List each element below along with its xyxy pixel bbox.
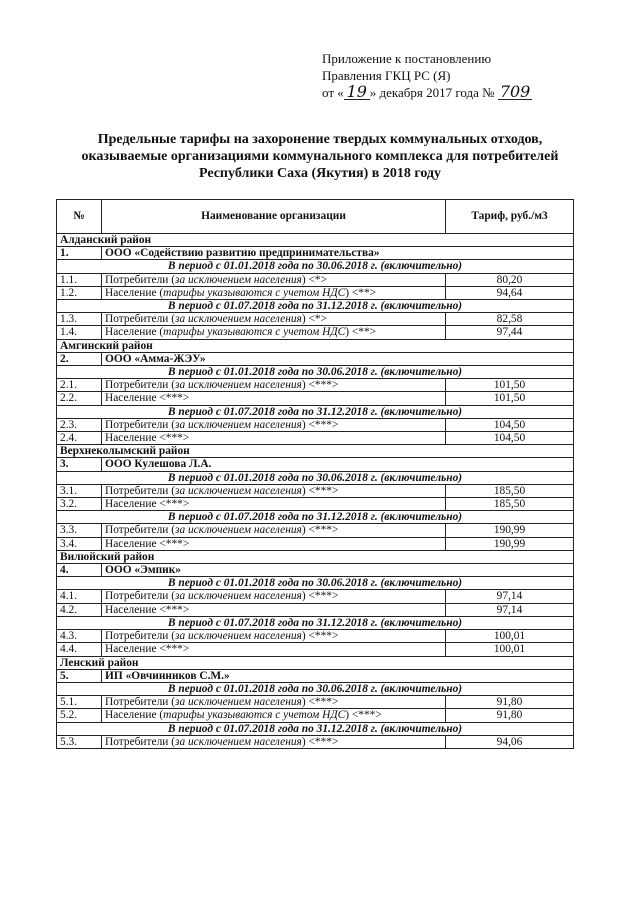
org-name: ООО «Амма-ЖЭУ» [102, 352, 574, 365]
item-tail: ) <***> [301, 524, 339, 537]
org-row [57, 669, 574, 682]
item-label: Потребители ( [105, 524, 175, 537]
item-label: Потребители ( [105, 735, 175, 748]
item-note: за исключением населения [175, 630, 302, 643]
table-body [57, 234, 574, 749]
region-label: Верхнеколымский район [57, 445, 574, 458]
annex-date-mid: » декабря 2017 года № [369, 85, 495, 100]
item-row [57, 432, 574, 445]
item-row [57, 418, 574, 431]
period-label: В период с 01.01.2018 года по 30.06.2018 г. (включительно) [57, 366, 574, 379]
item-number: 2.2. [57, 392, 102, 405]
period-label: В период с 01.07.2018 года по 31.12.2018 г. (включительно) [57, 300, 574, 313]
region-label: Вилюйский район [57, 550, 574, 563]
item-row [57, 524, 574, 537]
item-row [57, 709, 574, 722]
item-tariff: 101,50 [446, 392, 574, 405]
item-number: 4.2. [57, 603, 102, 616]
period-row [57, 616, 574, 629]
region-row [57, 445, 574, 458]
item-tariff: 80,20 [446, 273, 574, 286]
item-tariff: 185,50 [446, 498, 574, 511]
item-label: Потребители ( [105, 418, 175, 431]
annex-line-3 [322, 84, 622, 101]
item-label: Потребители ( [105, 379, 175, 392]
item-row [57, 630, 574, 643]
org-row [57, 458, 574, 471]
period-label: В период с 01.01.2018 года по 30.06.2018 г. (включительно) [57, 260, 574, 273]
item-description [102, 696, 446, 709]
header-number: № [57, 200, 102, 234]
item-description [102, 379, 446, 392]
handwritten-number: 709 [499, 82, 531, 101]
period-row [57, 366, 574, 379]
item-number: 4.1. [57, 590, 102, 603]
item-note: за исключением населения [175, 735, 302, 748]
period-label: В период с 01.01.2018 года по 30.06.2018 г. (включительно) [57, 471, 574, 484]
item-row [57, 286, 574, 299]
item-number: 4.4. [57, 643, 102, 656]
title-line-1: Предельные тарифы на захоронение твердых коммунальных отходов, [97, 132, 543, 147]
item-tariff: 190,99 [446, 537, 574, 550]
annex-line-1: Приложение к постановлению [322, 51, 492, 66]
item-label: Население ( [105, 326, 164, 339]
item-description [102, 498, 446, 511]
item-tariff: 91,80 [446, 696, 574, 709]
item-row [57, 696, 574, 709]
item-number: 4.3. [57, 630, 102, 643]
item-description [102, 326, 446, 339]
item-tariff: 97,14 [446, 603, 574, 616]
item-number: 3.3. [57, 524, 102, 537]
org-number: 3. [57, 458, 102, 471]
item-number: 5.3. [57, 735, 102, 748]
region-label: Ленский район [57, 656, 574, 669]
item-label: Население ( [105, 286, 164, 299]
item-tariff: 101,50 [446, 379, 574, 392]
item-row [57, 590, 574, 603]
item-description [102, 484, 446, 497]
title-line-2: оказываемые организациями коммунального комплекса для потребителей [81, 149, 559, 164]
item-note: за исключением населения [175, 590, 302, 603]
item-label: Потребители ( [105, 313, 175, 326]
item-description [102, 392, 446, 405]
item-label: Потребители ( [105, 630, 175, 643]
item-number: 5.2. [57, 709, 102, 722]
item-number: 1.4. [57, 326, 102, 339]
region-label: Алданский район [57, 234, 574, 247]
item-tail: ) <***> [301, 630, 339, 643]
region-row [57, 550, 574, 563]
item-tariff: 190,99 [446, 524, 574, 537]
region-row [57, 234, 574, 247]
document-title [40, 131, 600, 182]
org-number: 1. [57, 247, 102, 260]
item-tail: ) <***> [301, 379, 339, 392]
item-description [102, 418, 446, 431]
item-row [57, 484, 574, 497]
period-label: В период с 01.07.2018 года по 31.12.2018 г. (включительно) [57, 405, 574, 418]
item-label: Население <***> [105, 643, 190, 656]
item-tariff: 104,50 [446, 432, 574, 445]
item-note: за исключением населения [175, 313, 302, 326]
item-number: 3.2. [57, 498, 102, 511]
item-row [57, 273, 574, 286]
item-label: Потребители ( [105, 273, 175, 286]
period-row [57, 260, 574, 273]
item-tail: ) <***> [301, 418, 339, 431]
item-number: 2.3. [57, 418, 102, 431]
item-label: Население ( [105, 709, 164, 722]
item-tail: ) <**> [345, 286, 377, 299]
item-number: 1.2. [57, 286, 102, 299]
item-label: Потребители ( [105, 696, 175, 709]
item-tail: ) <***> [345, 709, 382, 722]
item-row [57, 735, 574, 748]
item-row [57, 313, 574, 326]
header-organization: Наименование организации [102, 200, 446, 234]
item-note: тарифы указываются с учетом НДС [163, 326, 346, 339]
region-row [57, 656, 574, 669]
item-label: Потребители ( [105, 590, 175, 603]
item-tail: ) <***> [301, 590, 339, 603]
item-tariff: 97,44 [446, 326, 574, 339]
item-description [102, 643, 446, 656]
item-label: Население <***> [105, 432, 190, 445]
org-number: 2. [57, 352, 102, 365]
item-note: за исключением населения [175, 273, 302, 286]
org-name: ООО «Содействию развитию предпринимательства» [102, 247, 574, 260]
item-row [57, 537, 574, 550]
item-note: за исключением населения [175, 484, 302, 497]
item-row [57, 603, 574, 616]
item-label: Потребители ( [105, 484, 175, 497]
item-tariff: 104,50 [446, 418, 574, 431]
item-tail: ) <***> [301, 696, 339, 709]
item-row [57, 498, 574, 511]
item-tariff: 100,01 [446, 643, 574, 656]
item-description [102, 630, 446, 643]
item-description [102, 590, 446, 603]
annex-header [322, 50, 622, 101]
item-tail: ) <***> [301, 735, 339, 748]
item-description [102, 313, 446, 326]
item-row [57, 392, 574, 405]
item-number: 3.4. [57, 537, 102, 550]
period-row [57, 471, 574, 484]
item-tail: ) <*> [301, 273, 328, 286]
org-row [57, 247, 574, 260]
item-number: 2.1. [57, 379, 102, 392]
period-row [57, 682, 574, 695]
org-name: ИП «Овчинников С.М.» [102, 669, 574, 682]
title-line-3: Республики Саха (Якутия) в 2018 году [198, 166, 442, 181]
item-row [57, 643, 574, 656]
period-row [57, 511, 574, 524]
item-row [57, 379, 574, 392]
item-tariff: 97,14 [446, 590, 574, 603]
tariff-table [56, 199, 574, 749]
region-row [57, 339, 574, 352]
item-note: за исключением населения [175, 379, 302, 392]
annex-line-2: Правления ГКЦ РС (Я) [322, 68, 451, 83]
period-row [57, 722, 574, 735]
item-note: за исключением населения [175, 418, 302, 431]
period-label: В период с 01.07.2018 года по 31.12.2018 г. (включительно) [57, 722, 574, 735]
period-row [57, 577, 574, 590]
item-description [102, 432, 446, 445]
item-description [102, 537, 446, 550]
table-header-row [57, 200, 574, 234]
org-number: 4. [57, 564, 102, 577]
handwritten-day: 19 [344, 85, 370, 100]
item-description [102, 709, 446, 722]
item-description [102, 603, 446, 616]
item-tail: ) <***> [301, 484, 339, 497]
org-number: 5. [57, 669, 102, 682]
item-note: тарифы указываются с учетом НДС [163, 286, 346, 299]
item-note: тарифы указываются с учетом НДС [163, 709, 346, 722]
item-tariff: 94,06 [446, 735, 574, 748]
item-tariff: 82,58 [446, 313, 574, 326]
item-row [57, 326, 574, 339]
item-note: за исключением населения [175, 524, 302, 537]
region-label: Амгинский район [57, 339, 574, 352]
item-tariff: 185,50 [446, 484, 574, 497]
item-number: 5.1. [57, 696, 102, 709]
item-number: 2.4. [57, 432, 102, 445]
item-number: 1.3. [57, 313, 102, 326]
item-number: 1.1. [57, 273, 102, 286]
item-tail: ) <*> [301, 313, 328, 326]
period-row [57, 300, 574, 313]
period-label: В период с 01.07.2018 года по 31.12.2018 г. (включительно) [57, 511, 574, 524]
item-tariff: 94,64 [446, 286, 574, 299]
annex-date-prefix: от « [322, 85, 344, 100]
period-label: В период с 01.01.2018 года по 30.06.2018 г. (включительно) [57, 577, 574, 590]
period-label: В период с 01.01.2018 года по 30.06.2018 г. (включительно) [57, 682, 574, 695]
org-name: ООО Кулешова Л.А. [102, 458, 574, 471]
item-label: Население <***> [105, 392, 190, 405]
item-label: Население <***> [105, 603, 190, 616]
item-description [102, 273, 446, 286]
item-tariff: 91,80 [446, 709, 574, 722]
item-description [102, 735, 446, 748]
org-row [57, 564, 574, 577]
item-number: 3.1. [57, 484, 102, 497]
org-row [57, 352, 574, 365]
period-label: В период с 01.07.2018 года по 31.12.2018 г. (включительно) [57, 616, 574, 629]
org-name: ООО «Эмпик» [102, 564, 574, 577]
item-tariff: 100,01 [446, 630, 574, 643]
period-row [57, 405, 574, 418]
item-label: Население <***> [105, 498, 190, 511]
item-tail: ) <**> [345, 326, 377, 339]
item-note: за исключением населения [175, 696, 302, 709]
header-tariff: Тариф, руб./м3 [446, 200, 574, 234]
item-description [102, 286, 446, 299]
item-label: Население <***> [105, 537, 190, 550]
item-description [102, 524, 446, 537]
